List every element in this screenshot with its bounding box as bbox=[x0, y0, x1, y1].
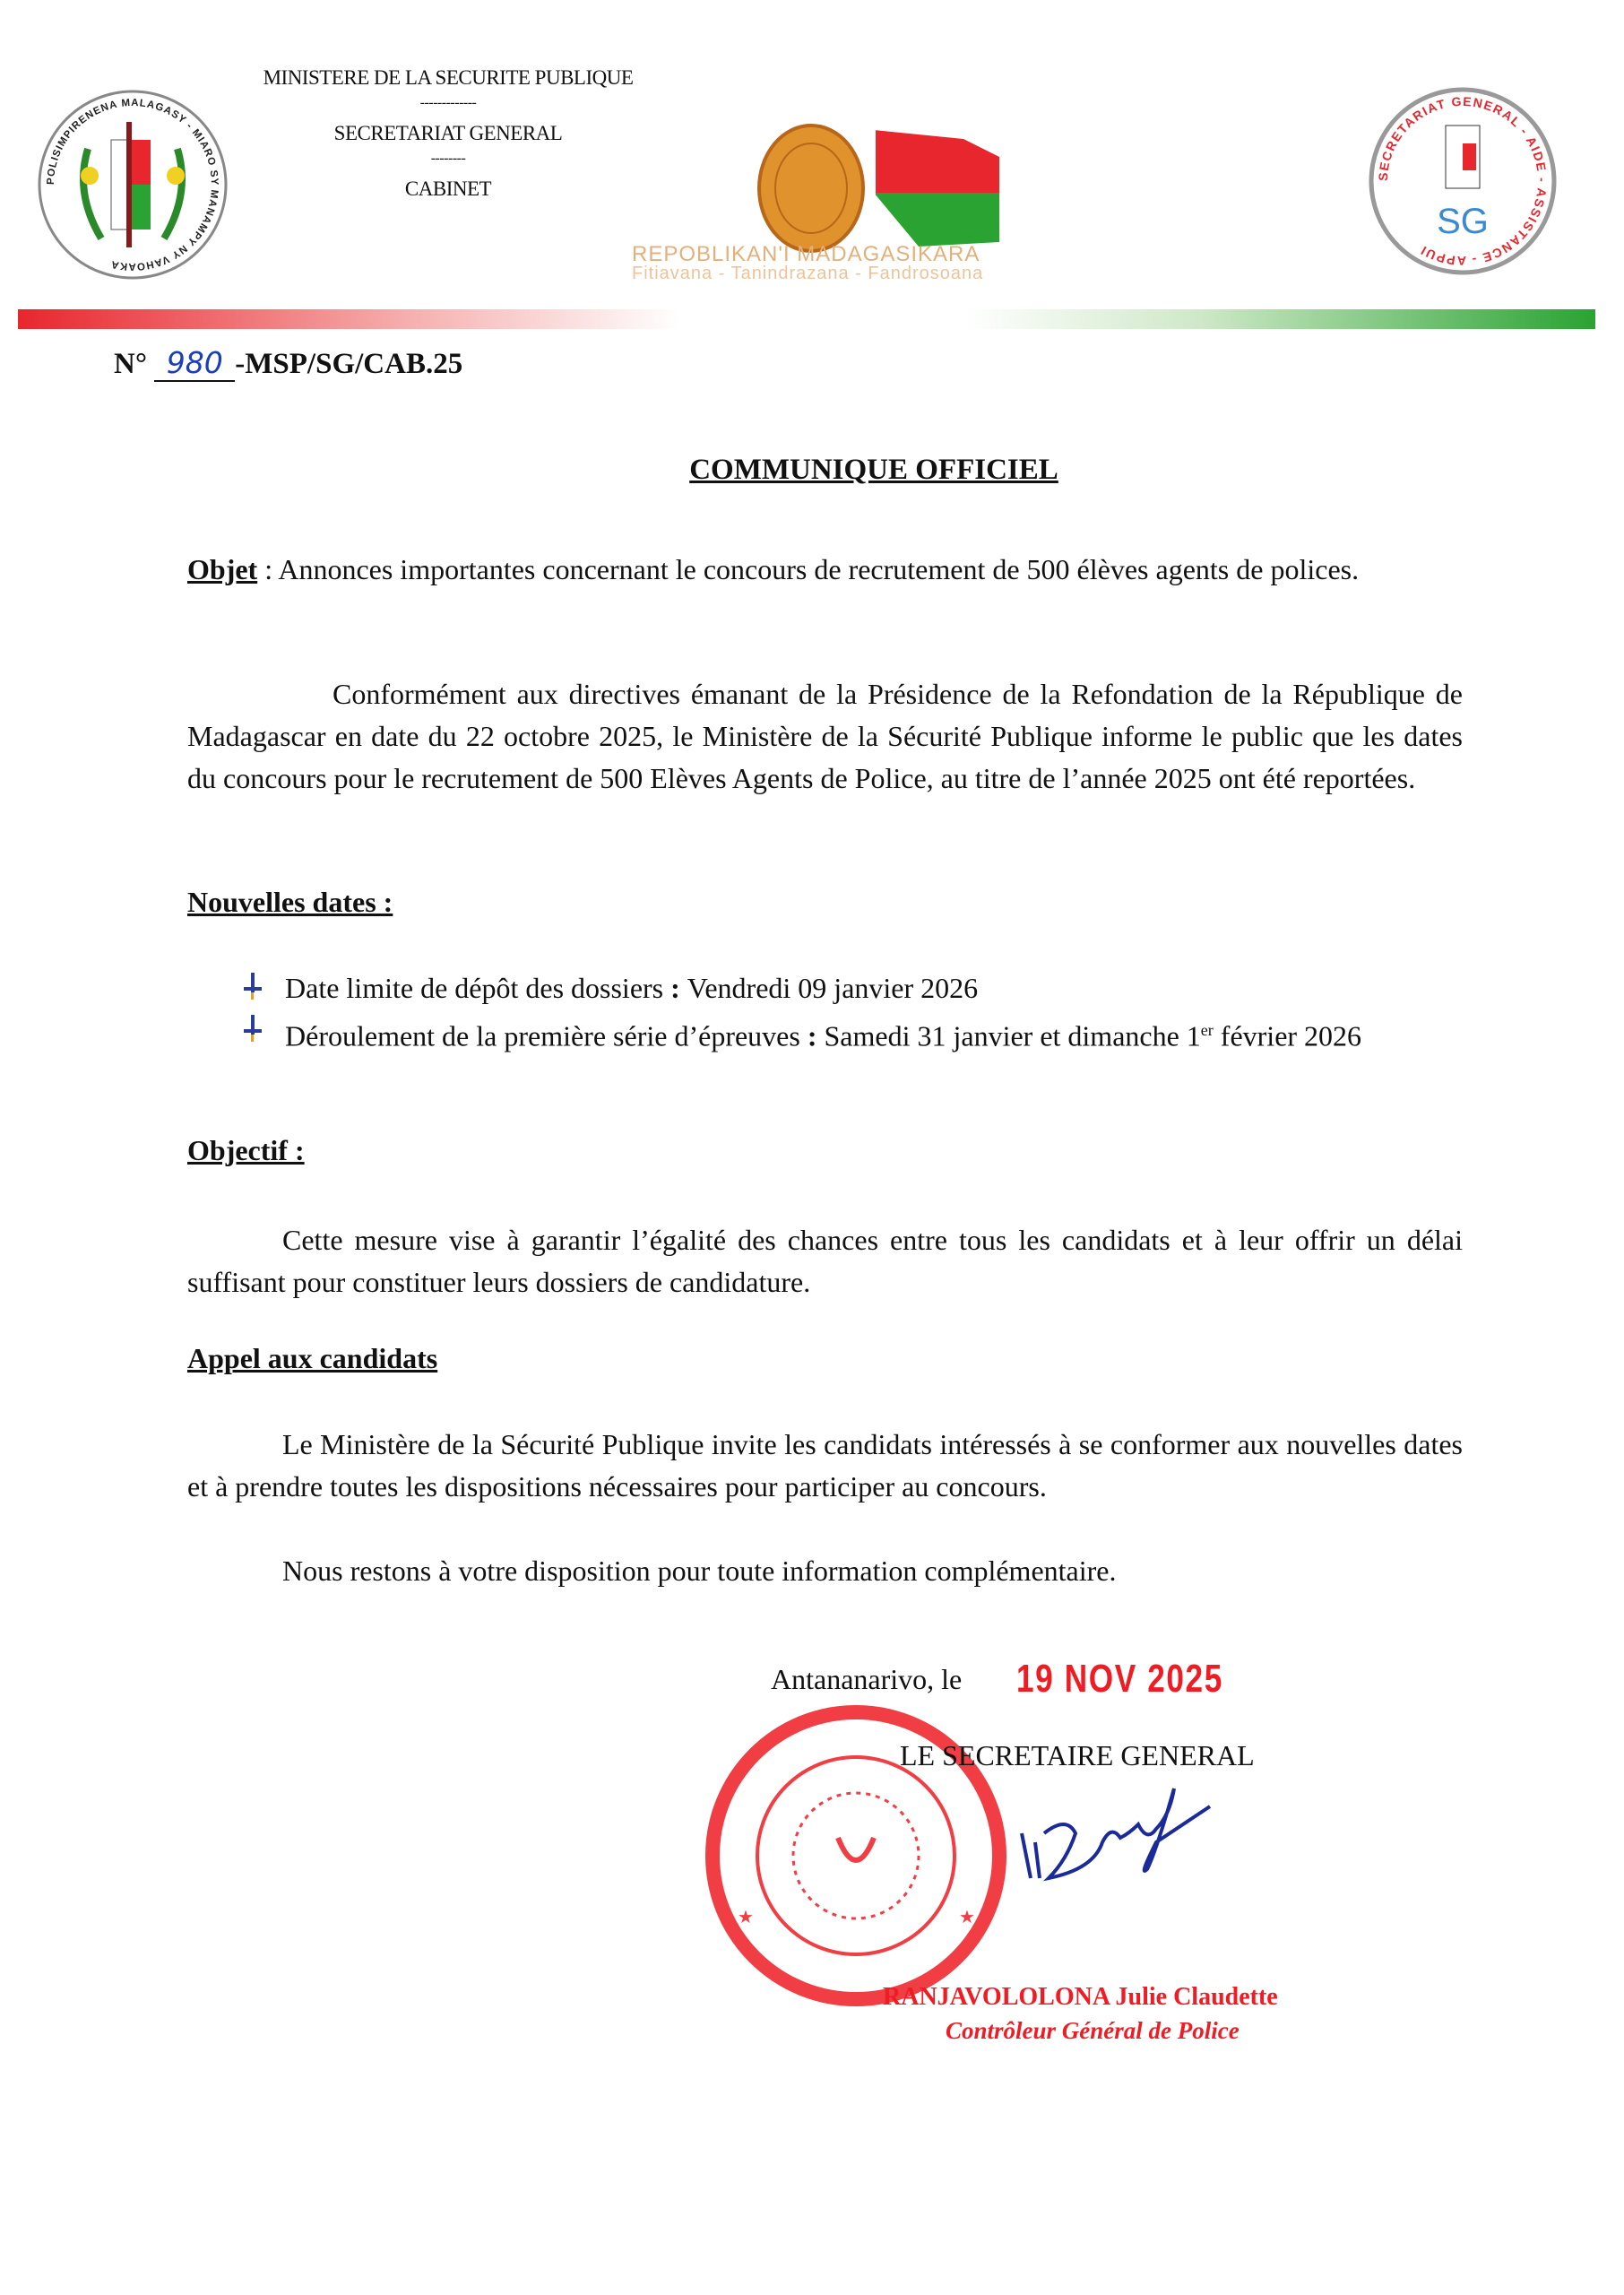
pushpin-bullet-icon bbox=[242, 973, 263, 1000]
intro-paragraph: Conformément aux directives émanant de la Présidence de la Refondation de la République de Madagascar en date du 22 octobre 2025, le Ministère de la Sécurité Publique informe le public que les dates du concours pour le recrutement de 500 Elèves Agents de Police, au titre de l’année 2025 ont été reportées. bbox=[187, 678, 1463, 794]
list-item bbox=[242, 1009, 1463, 1058]
color-band bbox=[18, 309, 1595, 329]
document-title: COMMUNIQUE OFFICIEL bbox=[689, 454, 1058, 486]
separator: -------- bbox=[430, 151, 466, 166]
item-label: Déroulement de la première série d’épreuves bbox=[285, 1019, 800, 1052]
secretariat-name: SECRETARIAT GENERAL bbox=[333, 122, 563, 144]
republic-name: REPOBLIKAN'I MADAGASIKARA bbox=[632, 242, 980, 266]
police-logo bbox=[34, 86, 231, 283]
closing-line: Nous restons à votre disposition pour toute information complémentaire. bbox=[282, 1555, 1117, 1587]
objet-label: Objet bbox=[187, 553, 258, 585]
item-sep: : bbox=[663, 972, 687, 1004]
objectif-paragraph: Cette mesure vise à garantir l’égalité des chances entre tous les candidats et à leur offrir un délai suffisant pour constituer leurs dossiers de candidature. bbox=[187, 1224, 1463, 1298]
date-stamp: 19 NOV 2025 bbox=[1016, 1657, 1223, 1701]
pushpin-bullet-icon bbox=[242, 1015, 263, 1042]
republic-seal bbox=[739, 121, 1017, 255]
signatory-name: RANJAVOLOLONA Julie Claudette bbox=[883, 1983, 1278, 2011]
list-item bbox=[242, 967, 1463, 1009]
signature-place: Antananarivo, le bbox=[771, 1663, 963, 1695]
handwritten-signature bbox=[1013, 1780, 1219, 1896]
right-logo-text: SECRETARIAT GENERAL - AIDE - ASSISTANCE - APPUI bbox=[1375, 93, 1551, 269]
signatory-role: LE SECRETAIRE GENERAL bbox=[900, 1739, 1255, 1771]
svg-text:SG: SG bbox=[1437, 202, 1489, 241]
reference-suffix: -MSP/SG/CAB.25 bbox=[235, 348, 463, 380]
item-value-2: février 2026 bbox=[1213, 1019, 1362, 1052]
svg-text:★: ★ bbox=[738, 1908, 754, 1927]
separator: ------------- bbox=[419, 95, 477, 110]
left-logo-text: POLISIMPIRENENA MALAGASY - MIARO SY MANAMPY NY VAHOAKA bbox=[45, 97, 220, 273]
objet bbox=[187, 549, 1463, 591]
secretariat-logo bbox=[1367, 85, 1559, 278]
nouvelles-dates-heading: Nouvelles dates : bbox=[187, 886, 393, 918]
objectif-heading: Objectif : bbox=[187, 1134, 305, 1166]
signatory-rank: Contrôleur Général de Police bbox=[946, 2017, 1240, 2044]
item-sep: : bbox=[799, 1019, 825, 1052]
objet-text: : Annonces importantes concernant le concours de recrutement de 500 élèves agents de polices. bbox=[257, 553, 1360, 585]
item-value: Samedi 31 janvier et dimanche 1 bbox=[824, 1019, 1201, 1052]
item-sup: er bbox=[1200, 1021, 1214, 1039]
svg-text:★: ★ bbox=[959, 1908, 975, 1927]
appel-heading: Appel aux candidats bbox=[187, 1342, 438, 1374]
republic-motto: Fitiavana - Tanindrazana - Fandrosoana bbox=[632, 264, 984, 283]
reference-number bbox=[114, 345, 462, 382]
cabinet-name: CABINET bbox=[404, 178, 492, 200]
ministry-name: MINISTERE DE LA SECURITE PUBLIQUE bbox=[263, 66, 634, 89]
reference-prefix: N° bbox=[114, 348, 148, 380]
appel-paragraph: Le Ministère de la Sécurité Publique invite les candidats intéressés à se conformer aux nouvelles dates et à prendre toutes les dispositions nécessaires pour participer au concours. bbox=[187, 1428, 1463, 1503]
handwritten-number: 980 bbox=[154, 345, 235, 382]
item-value: Vendredi 09 janvier 2026 bbox=[687, 972, 979, 1004]
item-label: Date limite de dépôt des dossiers bbox=[285, 972, 664, 1004]
